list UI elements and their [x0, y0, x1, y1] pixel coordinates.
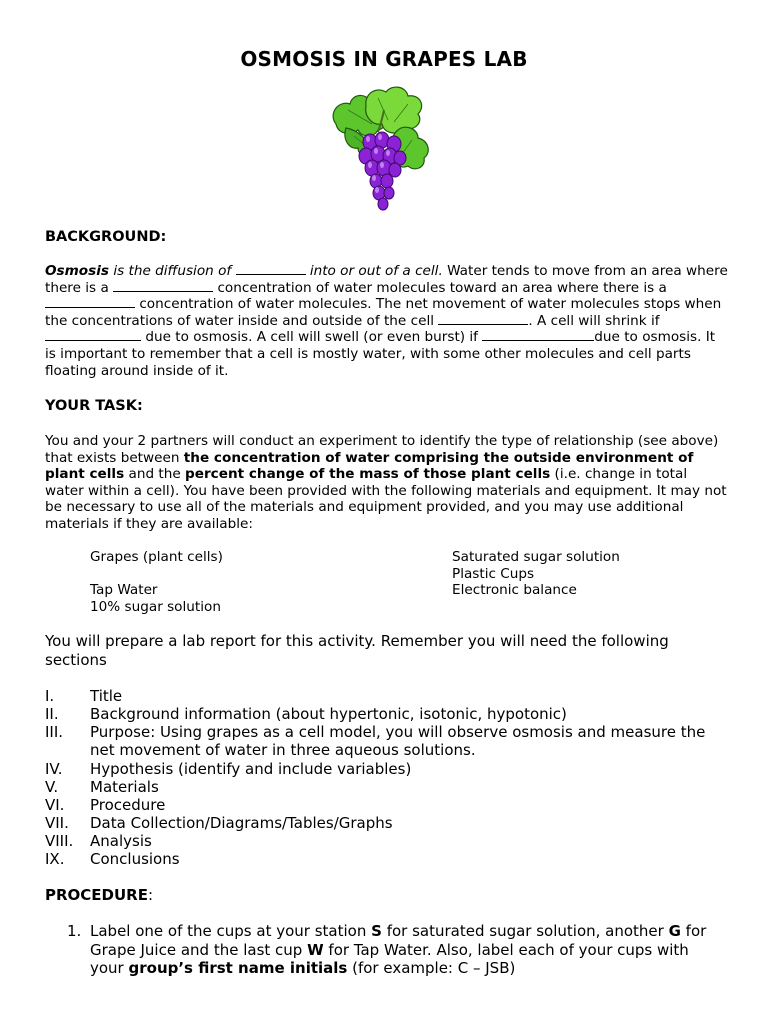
step-bold-w: W	[307, 940, 324, 959]
blank-2[interactable]	[113, 280, 213, 292]
background-paragraph	[45, 263, 730, 379]
section-text: Data Collection/Diagrams/Tables/Graphs	[90, 814, 393, 832]
procedure-heading-colon: :	[147, 886, 154, 904]
bg-text-2: into or out of a cell.	[305, 263, 443, 279]
section-number: VII.	[45, 814, 69, 832]
task-bold-2: percent change of the mass of those plant cells	[185, 466, 551, 483]
page-title: OSMOSIS IN GRAPES LAB	[240, 47, 528, 71]
step-bold-s: S	[371, 922, 382, 940]
section-number: I.	[45, 687, 55, 705]
procedure-heading	[45, 886, 153, 904]
section-number: VIII.	[45, 832, 74, 850]
material-item: Plastic Cups	[452, 566, 535, 582]
task-text-1: You and your 2 partners will conduct an experiment to identify the type of relationship (see above) that exists between	[45, 433, 719, 466]
bg-text-1: is the diffusion of	[109, 263, 236, 279]
section-number: IX.	[45, 850, 65, 868]
blank-5[interactable]	[45, 329, 141, 341]
report-intro: You will prepare a lab report for this activity. Remember you will need the following sections	[45, 632, 669, 669]
section-text: Background information (about hypertonic, isotonic, hypotonic)	[90, 705, 567, 723]
task-text-3: (i.e. change in total water within a cell). You have been provided with the following materials and equipment. It may not be necessary to use all of the materials and equipment provided, and you may use additional materials if they are available:	[45, 466, 727, 532]
background-heading: BACKGROUND:	[45, 229, 167, 245]
material-item: 10% sugar solution	[90, 599, 221, 615]
step-text-c: for saturated sugar solution, another	[381, 922, 669, 940]
step-number: 1.	[67, 922, 82, 940]
bg-text-8: due to osmosis. It is important to remember that a cell is mostly water, with some other molecules and cell parts floating around inside of it.	[45, 329, 716, 379]
section-text: Title	[90, 687, 123, 705]
section-text: Materials	[90, 778, 159, 796]
section-number: V.	[45, 778, 59, 796]
blank-4[interactable]	[438, 313, 528, 325]
section-number: VI.	[45, 796, 65, 814]
step-text-i: (for example: C – JSB)	[347, 959, 516, 977]
grapes-clipart-icon	[328, 84, 438, 216]
material-item: Saturated sugar solution	[452, 549, 620, 565]
material-item: Tap Water	[90, 582, 158, 598]
section-text: Purpose: Using grapes as a cell model, you will observe osmosis and measure the net movement of water in three aqueous solutions.	[90, 723, 706, 759]
material-item: Electronic balance	[452, 582, 577, 598]
step-text	[90, 922, 720, 978]
step-text-a: Label one of the cups at your station	[90, 922, 372, 940]
section-text: Analysis	[90, 832, 152, 850]
bg-text-5: concentration of water molecules. The net movement of water molecules stops when the concentrations of water inside and outside of the cell	[45, 296, 722, 329]
task-bold-1: the concentration of water comprising the outside environment of plant cells	[45, 449, 694, 483]
section-number: II.	[45, 705, 59, 723]
step-bold-g: G	[668, 922, 681, 940]
bg-text-7: due to osmosis. A cell will swell (or even burst) if	[141, 329, 483, 346]
material-item: Grapes (plant cells)	[90, 549, 223, 565]
task-paragraph	[45, 433, 730, 533]
task-heading: YOUR TASK:	[45, 398, 143, 414]
section-text: Procedure	[90, 796, 166, 814]
step-bold-initials: group’s first name initials	[128, 959, 348, 977]
bg-text-6: . A cell will shrink if	[528, 312, 660, 329]
section-number: IV.	[45, 760, 63, 778]
blank-3[interactable]	[45, 296, 135, 308]
section-text: Conclusions	[90, 850, 180, 868]
blank-6[interactable]	[482, 329, 594, 341]
osmosis-term: Osmosis	[45, 263, 109, 279]
task-text-2: and the	[124, 466, 186, 483]
section-number: III.	[45, 723, 64, 741]
blank-1[interactable]	[236, 263, 306, 275]
step-text-e: for Grape Juice and the last cup	[90, 922, 707, 959]
procedure-heading-text: PROCEDURE	[45, 886, 148, 904]
section-text: Hypothesis (identify and include variables)	[90, 760, 412, 778]
bg-text-3: Water tends to move from an area where there is a	[45, 263, 728, 296]
step-text-g: for Tap Water. Also, label each of your cups with your	[90, 940, 689, 977]
bg-text-4: concentration of water molecules toward an area where there is a	[213, 279, 667, 296]
